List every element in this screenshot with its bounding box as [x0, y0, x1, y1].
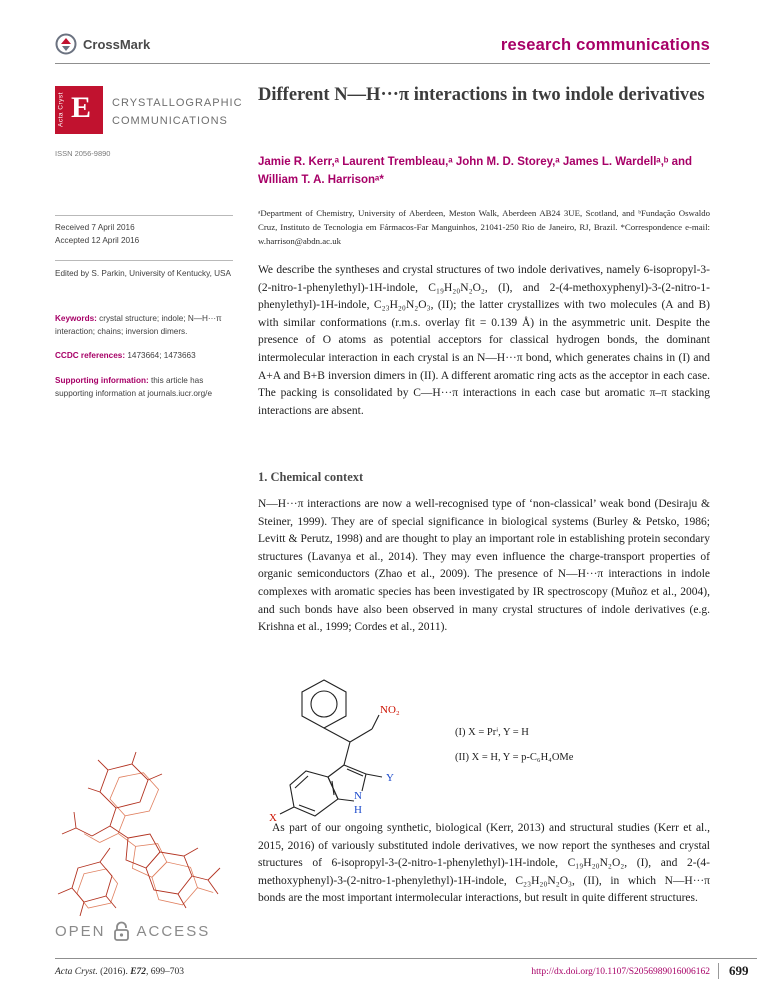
section-heading-1: 1. Chemical context — [258, 470, 364, 484]
dates-block — [55, 221, 235, 247]
acta-cryst-logo — [55, 86, 103, 134]
open-lock-icon — [113, 920, 130, 942]
open-access-access-label: ACCESS — [136, 922, 211, 940]
citation-year: (2016). — [97, 967, 131, 977]
received-date: Received 7 April 2016 — [55, 223, 135, 232]
section-banner: research communications — [500, 36, 710, 54]
scheme-figure — [268, 672, 433, 824]
issn: ISSN 2056-9890 — [55, 149, 111, 158]
open-access-logo — [55, 920, 210, 942]
x-substituent-label: X — [269, 812, 277, 824]
sidebar-rule-2 — [55, 260, 233, 261]
journal-name-line2: COMMUNICATIONS — [112, 114, 228, 127]
open-access-open-label: OPEN — [55, 922, 106, 940]
doi-link[interactable]: http://dx.doi.org/10.1107/S2056989016006162 — [531, 967, 710, 977]
ccdc-refs[interactable]: 1473664; 1473663 — [125, 351, 196, 360]
footer-rule — [55, 958, 757, 959]
authors: Jamie R. Kerr,ᵃ Laurent Trembleau,ᵃ John M. D. Storey,ᵃ James L. Wardellᵃ,ᵇ and William T. A. Harrisonᵃ* — [258, 156, 693, 187]
page-number: 699 — [718, 963, 749, 979]
acta-cryst-letter: E — [71, 91, 92, 124]
overlay-molecule-a — [58, 752, 220, 916]
acta-cryst-brand-label: Acta Cryst — [57, 92, 65, 127]
journal-name — [112, 95, 243, 130]
supporting-text[interactable]: this article has supporting information at journals.iucr.org/e — [55, 376, 213, 399]
scheme-substituent-key — [455, 720, 573, 770]
crossmark-label: CrossMark — [83, 36, 151, 52]
ccdc-label: CCDC references: — [55, 351, 126, 360]
scheme-key-II: (II) X = H, Y = p-C₆H₄OMe — [455, 752, 574, 764]
citation-journal: Acta Cryst. — [55, 967, 98, 977]
body-paragraph-1: N—H···π interactions are now a well-recognised type of ‘non-classical’ weak bond (Desiraju & Steiner, 1999). They are of special significance in biological systems (Burley & Petsko, 1986; Levitt & Perutz, 1998) and are thought to play an important role in establishing protein secondary structures (Lavanya et al., 2014). They may even influence the charge-transport properties of organic semiconductors (Zhao et al., 2009). The presence of N—H···π interactions in indole complexes with aromatic species has been investigated by IR spectroscopy (Muñoz et al., 2004), and such bonds have also been observed in many crystal structures of indole derivatives (e.g. Krishna et al., 1999; Cordes et al., 2011). — [258, 498, 710, 634]
sidebar-rule-1 — [55, 215, 233, 216]
keywords-text: crystal structure; indole; N—H···π interaction; chains; inversion dimers. — [55, 314, 222, 337]
ccdc-block — [55, 349, 235, 362]
keywords-block — [55, 312, 235, 338]
body-paragraph-2: As part of our ongoing synthetic, biological (Kerr, 2013) and structural studies (Kerr et al., 2015, 2016) of variously substituted indole derivatives, we now report the syntheses and crystal structures of 6-isopropyl-3-(2-nitro-1-phenylethyl)-1H-indole, C₁₉H₂₀N₂O₂, (I), and 2-(4-methoxyphenyl)-3-(2-nitro-1-phenylethyl)-1H-indole, C₂₃H₂₀N₂O₃, (II), in which N—H···π bonds are the most important intermolecular interactions, but result in quite different structures. — [258, 822, 710, 905]
supporting-label: Supporting information: — [55, 376, 149, 385]
scheme-bonds — [280, 680, 382, 816]
crossmark-logo[interactable] — [55, 33, 150, 55]
article-title: Different N—H···π interactions in two indole derivatives — [258, 85, 705, 105]
header-rule — [55, 63, 710, 64]
journal-name-line1: CRYSTALLOGRAPHIC — [112, 97, 243, 109]
affiliations: ᵃDepartment of Chemistry, University of Aberdeen, Meston Walk, Aberdeen AB24 3UE, Scotland, and ᵇFundação Oswaldo Cruz, Instituto de Tecnologia em Fármacos-Far Manguinhos, 21041-250 Rio de Janeiro, RJ, Brazil. *Correspondence e-mail: w.harrison@abdn.ac.uk — [258, 208, 710, 247]
indole-nitrogen-label: N — [354, 790, 362, 802]
crossmark-icon — [55, 33, 77, 55]
footer-citation — [55, 967, 184, 977]
nitro-group-label: NO₂ — [380, 704, 400, 716]
edited-by: Edited by S. Parkin, University of Kentucky, USA — [55, 269, 231, 278]
y-substituent-label: Y — [386, 772, 394, 784]
accepted-date: Accepted 12 April 2016 — [55, 236, 140, 246]
scheme-key-I: (I) X = Prⁱ, Y = H — [455, 727, 529, 738]
citation-pages: , 699–703 — [146, 967, 185, 977]
abstract: We describe the syntheses and crystal structures of two indole derivatives, namely 6-isopropyl-3-(2-nitro-1-phenylethyl)-1H-indole, C₁₉H₂₀N₂O₂, (I), and 2-(4-methoxyphenyl)-3-(2-nitro-1-phenylethyl)-1H-indole, C₂₃H₂₀N₂O₃, (II); the latter crystallizes with two molecules (A and B) with similar conformations (r.m.s. overlay fit = 0.139 Å) in the asymmetric unit. Despite the presence of O atoms as potential acceptors for classical hydrogen bonds, the dominant intermolecular interaction in each crystal is an N—H···π bond, which generates chains in (I) and A+A and B+B inversion dimers in (II). A different aromatic ring acts as the acceptor in each case. The packing is consolidated by C—H···π interactions in each case but aromatic π–π stacking interactions are absent. — [258, 264, 710, 417]
citation-volume: E72 — [130, 967, 147, 977]
supporting-block — [55, 374, 235, 400]
keywords-label: Keywords: — [55, 314, 97, 323]
indole-nh-hydrogen-label: H — [354, 804, 362, 816]
